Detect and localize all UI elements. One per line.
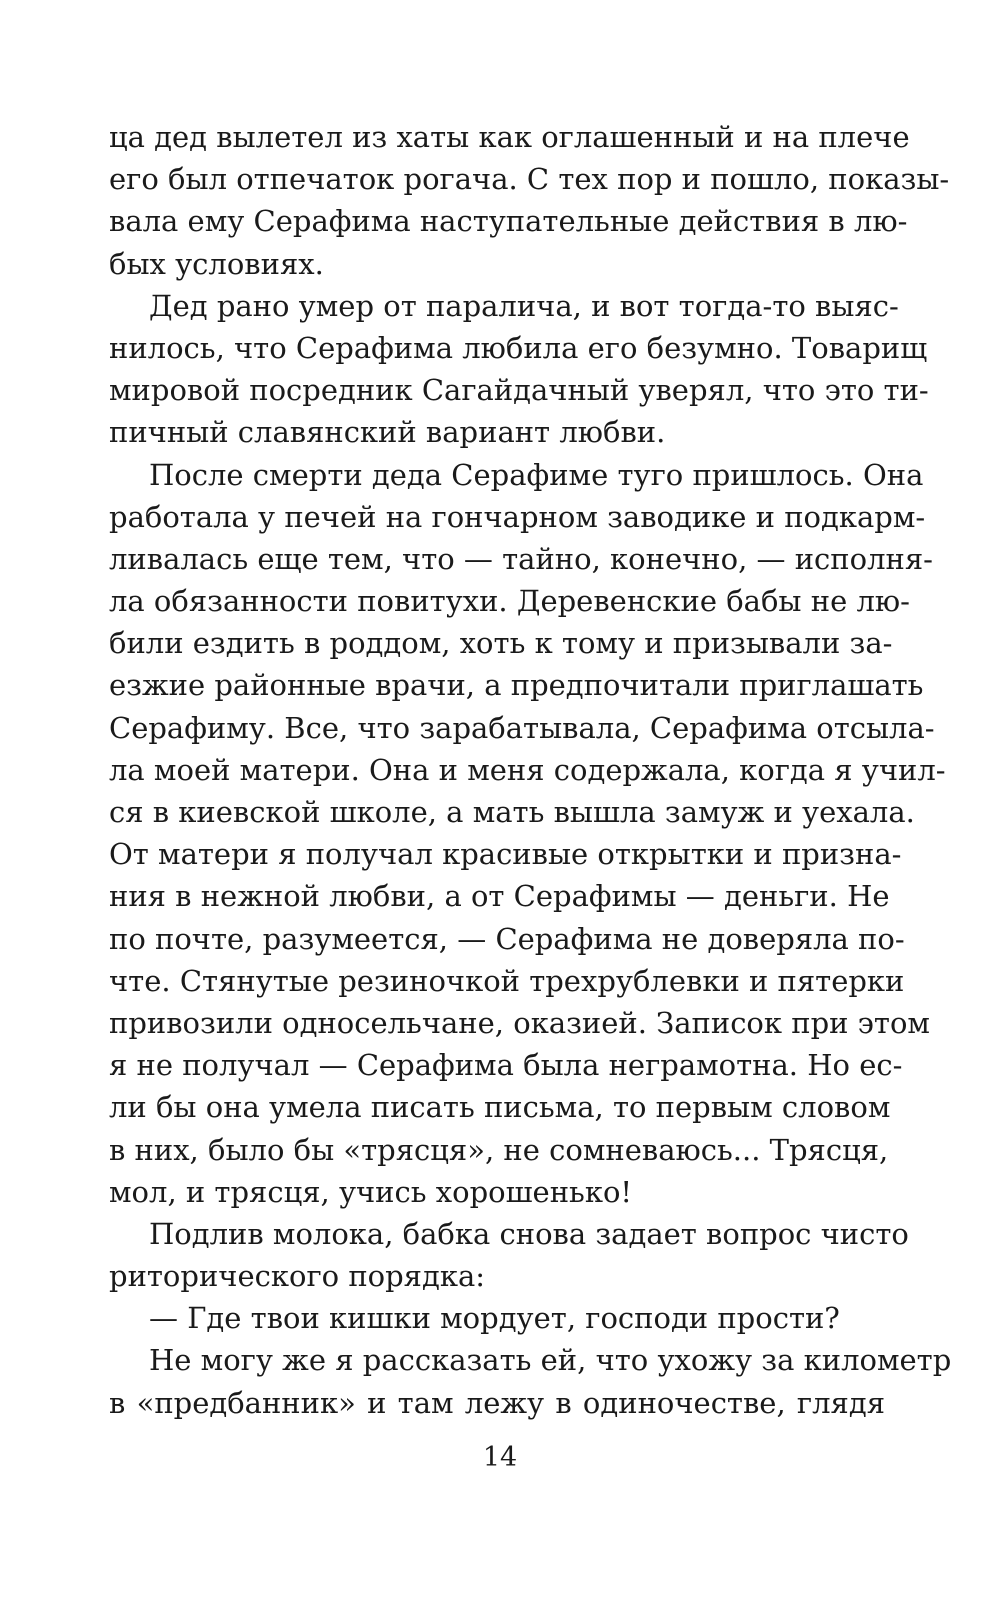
text-line: ца дед вылетел из хаты как оглашенный и на плече [109,120,910,154]
text-line: бых условиях. [109,246,324,281]
text-line: его был отпечаток рогача. С тех пор и пошло, показы- [109,162,950,197]
text-line: вала ему Серафима наступательные действия в лю- [109,204,908,239]
text-line: риторического порядка: [109,1259,486,1294]
text-line: привозили односельчане, оказией. Записок при этом [109,1005,930,1040]
text-line: в «предбанник» и там лежу в одиночестве, глядя [109,1385,885,1420]
body-text [109,116,952,1424]
text-line: ла моей матери. Она и меня содержала, когда я учил- [109,752,946,787]
text-line: — Где твои кишки мордует, господи прости? [149,1301,840,1336]
text-line: по почте, разумеется, — Серафима не доверяла по- [109,921,905,956]
text-line: я не получал — Серафима была неграмотна. Но ес- [109,1048,903,1083]
text-line: ли бы она умела писать письма, то первым словом [109,1090,891,1125]
text-line: мировой посредник Сагайдачный уверял, что это ти- [109,373,929,408]
page-number: 14 [482,1442,518,1473]
text-line: От матери я получал красивые открытки и призна- [109,837,902,872]
text-line: Дед рано умер от паралича, и вот тогда-то выяс- [149,288,899,323]
text-line: мол, и трясця, учись хорошенько! [109,1174,633,1209]
text-line: били ездить в роддом, хоть к тому и призывали за- [109,626,893,661]
text-line: в них, было бы «трясця», не сомневаюсь... Трясця, [109,1132,889,1167]
text-line: Не могу же я рассказать ей, что ухожу за километр [149,1343,952,1378]
text-line: После смерти деда Серафиме туго пришлось. Она [149,457,924,492]
text-line: езжие районные врачи, а предпочитали приглашать [109,668,924,703]
text-line: пичный славянский вариант любви. [109,415,666,450]
text-line: ся в киевской школе, а мать вышла замуж и уехала. [109,795,915,829]
text-line: нилось, что Серафима любила его безумно. Товарищ [109,330,928,365]
text-line: ния в нежной любви, а от Серафимы — деньги. Не [109,879,890,914]
text-line: ла обязанности повитухи. Деревенские бабы не лю- [109,584,910,619]
text-line: Подлив молока, бабка снова задает вопрос чисто [149,1216,909,1251]
text-line: работала у печей на гончарном заводике и подкарм- [109,499,926,534]
text-line: Серафиму. Все, что зарабатывала, Серафима отсыла- [109,710,935,745]
text-line: ливалась еще тем, что — тайно, конечно, — исполня- [109,541,933,576]
text-line: чте. Стянутые резиночкой трехрублевки и пятерки [109,963,905,998]
